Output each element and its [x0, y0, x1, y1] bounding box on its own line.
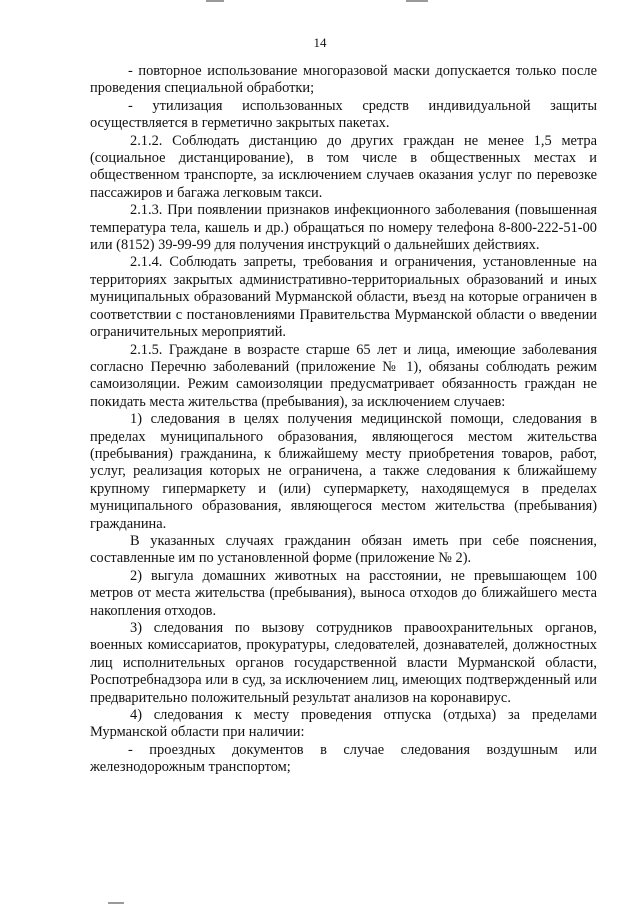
paragraph-mask-reuse: - повторное использование многоразовой маски допускается только после проведения специальной обработки;	[90, 63, 597, 97]
paragraph-item-3: 3) следования по вызову сотрудников правоохранительных органов, военных комиссариатов, прокуратуры, следователей, дознавателей, должностных лиц исполнительных органов государственной власти Мурманской области, Роспотребнадзора или в суд, за исключением лиц, имеющих подтвержденный или предварительно положительный результат анализов на коронавирус.	[90, 620, 597, 706]
paragraph-2-1-4: 2.1.4. Соблюдать запреты, требования и ограничения, установленные на территориях закрытых административно-территориальных образований и иных муниципальных образований Мурманской области, въезд на которые ограничен в соответствии с постановлениями Правительства Мурманской области о введении ограничительных мероприятий.	[90, 254, 597, 341]
paragraph-2-1-5: 2.1.5. Граждане в возрасте старше 65 лет и лица, имеющие заболевания согласно Перечню заболеваний (приложение № 1), обязаны соблюдать режим самоизоляции. Режим самоизоляции предусматривает обязанность граждан не покидать места жительства (пребывания), за исключением случаев:	[90, 341, 597, 410]
paragraph-explanation-note: В указанных случаях гражданин обязан иметь при себе пояснения, составленные им по установленной форме (приложение № 2).	[90, 532, 597, 567]
paragraph-travel-documents: - проездных документов в случае следования воздушным или железнодорожным транспортом;	[90, 741, 597, 776]
document-body	[90, 63, 597, 777]
paragraph-item-2: 2) выгула домашних животных на расстоянии, не превышающем 100 метров от места жительства (пребывания), выноса отходов до ближайшего места накопления отходов.	[90, 567, 597, 619]
scan-artifact-bottom	[108, 902, 124, 904]
paragraph-2-1-2: 2.1.2. Соблюдать дистанцию до других граждан не менее 1,5 метра (социальное дистанцирование), в том числе в общественных местах и общественном транспорте, за исключением случаев оказания услуг по перевозке пассажиров и багажа легковым такси.	[90, 132, 597, 201]
paragraph-2-1-3: 2.1.3. При появлении признаков инфекционного заболевания (повышенная температура тела, кашель и др.) обращаться по номеру телефона 8-800-222-51-00 или (8152) 39-99-99 для получения инструкций о дальнейших действиях.	[90, 202, 597, 254]
scan-artifact-top-left	[206, 0, 224, 2]
paragraph-ppe-disposal: - утилизация использованных средств индивидуальной защиты осуществляется в герметично закрытых пакетах.	[90, 97, 597, 132]
scan-artifact-top-right	[406, 0, 428, 2]
paragraph-item-4: 4) следования к месту проведения отпуска (отдыха) за пределами Мурманской области при наличии:	[90, 707, 597, 741]
paragraph-item-1: 1) следования в целях получения медицинской помощи, следования в пределах муниципального образования, являющегося местом жительства (пребывания) гражданина, к ближайшему месту приобретения товаров, работ, услуг, реализация которых не ограничена, а также следования к ближайшему крупному гипермаркету и (или) супермаркету, находящемуся в пределах муниципального образования, являющегося местом жительства (пребывания) гражданина.	[90, 411, 597, 532]
page-number: 14	[313, 35, 327, 50]
